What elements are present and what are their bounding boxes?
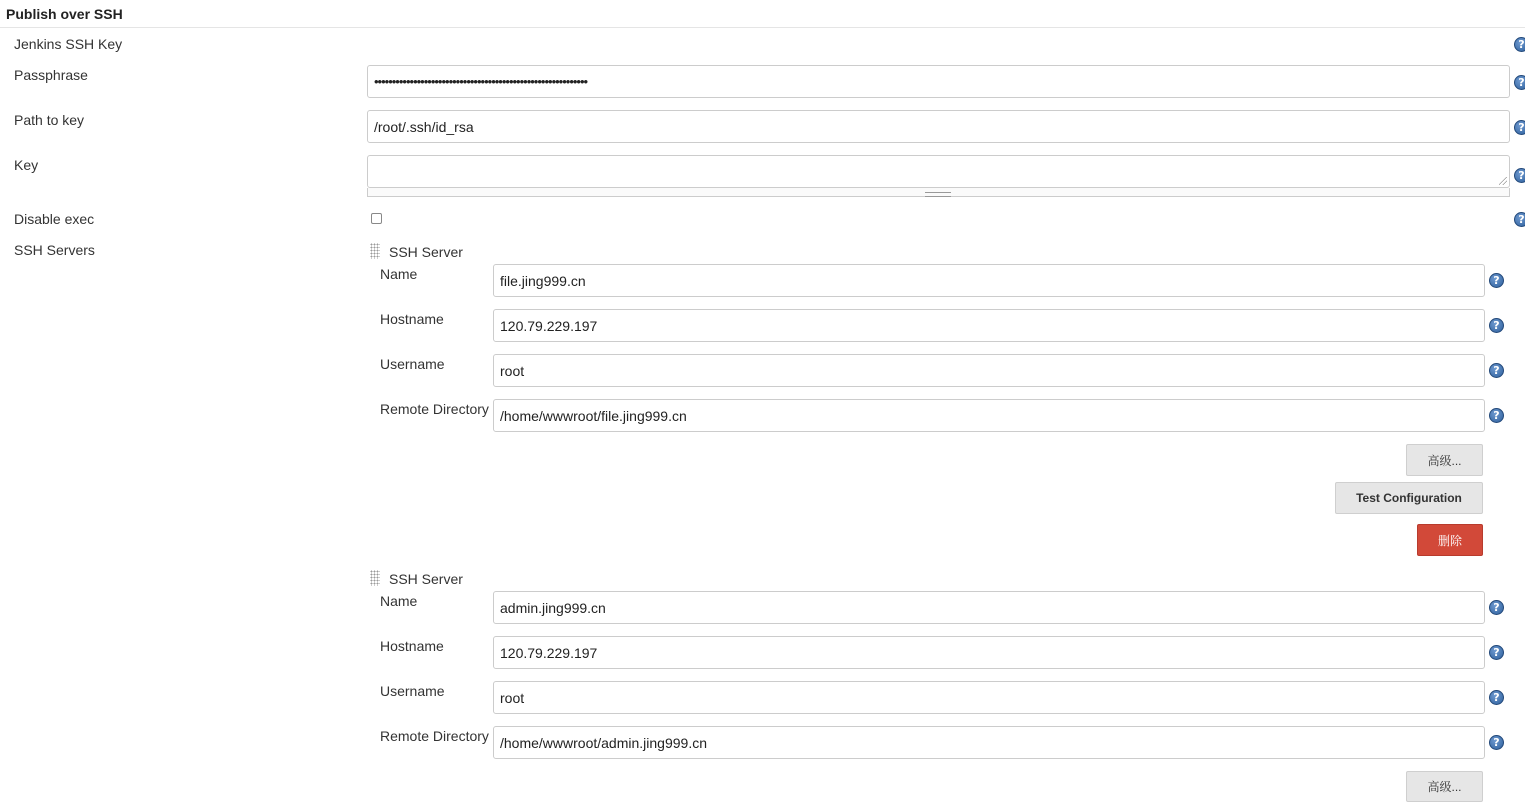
server-name-label: Name: [380, 593, 418, 609]
key-textarea[interactable]: [367, 155, 1510, 188]
passphrase-label: Passphrase: [14, 67, 88, 83]
disable-exec-checkbox[interactable]: [371, 213, 382, 224]
help-icon[interactable]: ?: [1489, 735, 1504, 750]
test-configuration-button[interactable]: Test Configuration: [1335, 482, 1483, 514]
passphrase-field[interactable]: ••••••••••••••••••••••••••••••••••••••••••••••••••••••••••••: [367, 65, 1510, 98]
help-icon[interactable]: ?: [1489, 318, 1504, 333]
help-icon[interactable]: ?: [1514, 120, 1525, 135]
server-hostname-label: Hostname: [380, 638, 444, 654]
server-remote-dir-field[interactable]: /home/wwwroot/file.jing999.cn: [493, 399, 1485, 432]
disable-exec-label: Disable exec: [14, 211, 95, 227]
server-hostname-field[interactable]: 120.79.229.197: [493, 309, 1485, 342]
server-username-label: Username: [380, 356, 445, 372]
help-icon[interactable]: ?: [1489, 690, 1504, 705]
drag-handle-icon[interactable]: [370, 243, 380, 259]
help-icon[interactable]: ?: [1514, 168, 1525, 183]
server-remote-dir-label: Remote Directory: [380, 401, 489, 417]
server-username-field[interactable]: root: [493, 681, 1485, 714]
help-icon[interactable]: ?: [1489, 408, 1504, 423]
drag-handle-icon[interactable]: [370, 570, 380, 586]
server-remote-dir-label: Remote Directory: [380, 728, 489, 744]
jenkins-ssh-key-label: Jenkins SSH Key: [14, 36, 123, 52]
help-icon[interactable]: ?: [1489, 645, 1504, 660]
path-to-key-label: Path to key: [14, 112, 85, 128]
resize-grip-icon[interactable]: [1499, 177, 1507, 185]
advanced-button[interactable]: 高级...: [1406, 771, 1483, 802]
ssh-servers-label: SSH Servers: [14, 242, 95, 258]
advanced-button[interactable]: 高级...: [1406, 444, 1483, 476]
server-username-label: Username: [380, 683, 445, 699]
help-icon[interactable]: ?: [1514, 37, 1525, 52]
server-name-field[interactable]: file.jing999.cn: [493, 264, 1485, 297]
ssh-server-title: SSH Server: [389, 571, 463, 587]
help-icon[interactable]: ?: [1489, 600, 1504, 615]
server-name-label: Name: [380, 266, 418, 282]
server-hostname-field[interactable]: 120.79.229.197: [493, 636, 1485, 669]
section-title: Publish over SSH: [6, 6, 123, 22]
server-hostname-label: Hostname: [380, 311, 444, 327]
help-icon[interactable]: ?: [1514, 75, 1525, 90]
help-icon[interactable]: ?: [1489, 363, 1504, 378]
key-label: Key: [14, 157, 39, 173]
resize-handle-icon[interactable]: [925, 192, 951, 197]
help-icon[interactable]: ?: [1514, 212, 1525, 227]
server-username-field[interactable]: root: [493, 354, 1485, 387]
help-icon[interactable]: ?: [1489, 273, 1504, 288]
path-to-key-field[interactable]: /root/.ssh/id_rsa: [367, 110, 1510, 143]
ssh-server-title: SSH Server: [389, 244, 463, 260]
delete-button[interactable]: 删除: [1417, 524, 1483, 556]
section-divider: [0, 27, 1525, 28]
server-name-field[interactable]: admin.jing999.cn: [493, 591, 1485, 624]
server-remote-dir-field[interactable]: /home/wwwroot/admin.jing999.cn: [493, 726, 1485, 759]
